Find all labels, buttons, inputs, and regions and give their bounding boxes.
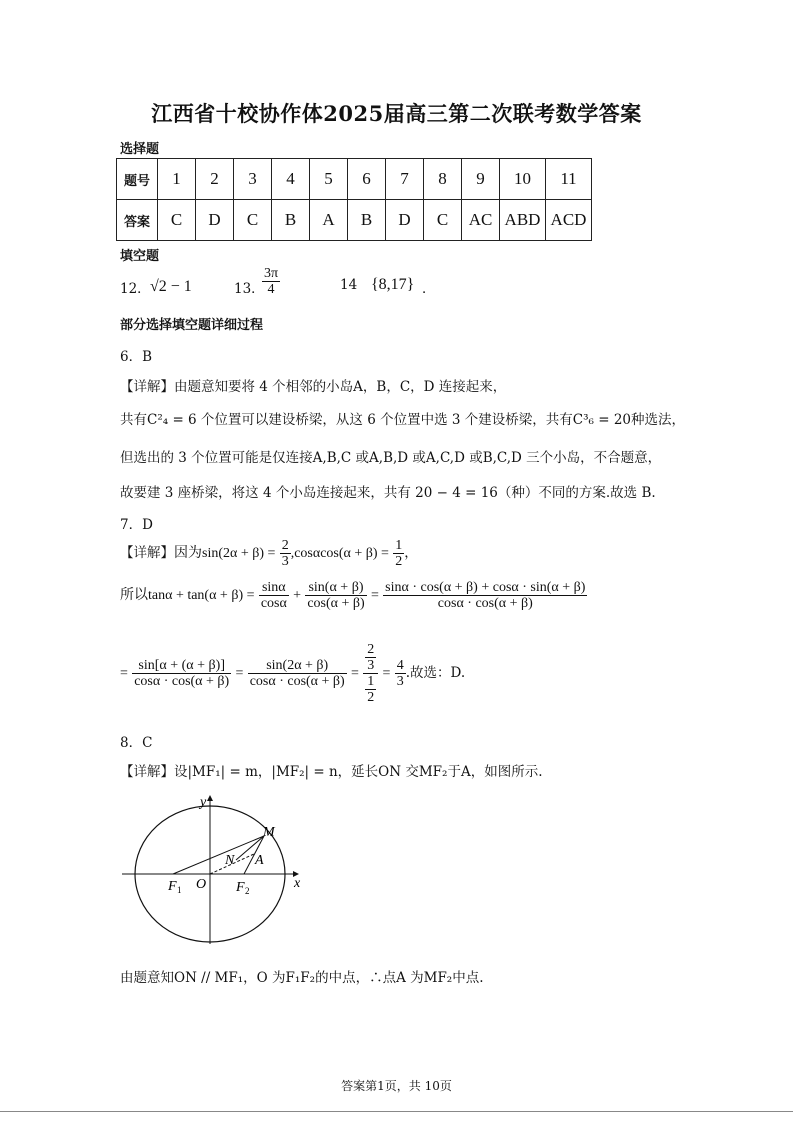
label-f2: F bbox=[236, 880, 245, 895]
table-cell-answer: B bbox=[348, 200, 386, 241]
label-f2-sub: 2 bbox=[245, 886, 250, 896]
table-cell-answer: AC bbox=[462, 200, 500, 241]
ellipse-figure bbox=[116, 792, 316, 950]
fraction-denominator: 2 bbox=[395, 554, 403, 569]
label-f1: F bbox=[168, 879, 177, 894]
table-cell-answer: A bbox=[310, 200, 348, 241]
label-n: N bbox=[225, 853, 235, 868]
label-y: y bbox=[200, 795, 207, 810]
fraction-numerator: sinα bbox=[259, 580, 289, 596]
bottom-rule bbox=[0, 1111, 793, 1112]
table-cell-number: 6 bbox=[348, 159, 386, 200]
table-cell-answer: D bbox=[386, 200, 424, 241]
q7-expr: ,cosαcos(α + β) = bbox=[290, 546, 389, 561]
fraction-numerator: 1 bbox=[367, 674, 375, 689]
fraction-denominator: 3 bbox=[281, 554, 289, 569]
fraction-numerator: 2 bbox=[367, 642, 375, 657]
fraction-denominator: 2 bbox=[367, 690, 375, 705]
fraction bbox=[132, 658, 231, 689]
table-cell-answer: C bbox=[424, 200, 462, 241]
table-cell-number: 7 bbox=[386, 159, 424, 200]
table-cell-answer: C bbox=[234, 200, 272, 241]
q7-heading: 7．D bbox=[120, 517, 153, 533]
detail-tag: 【详解】 bbox=[120, 379, 174, 395]
table-cell-answer: ACD bbox=[546, 200, 592, 241]
fraction-numerator: 3π bbox=[264, 266, 279, 281]
label-x: x bbox=[294, 876, 301, 891]
fraction bbox=[395, 658, 406, 689]
answer-table-answer-row bbox=[117, 200, 592, 241]
q7-expr: = bbox=[351, 666, 359, 681]
table-cell-number: 4 bbox=[272, 159, 310, 200]
table-cell-answer: C bbox=[158, 200, 196, 241]
fill-q14-label: 14 bbox=[340, 277, 358, 293]
fill-q12-answer: √2 − 1 bbox=[150, 278, 192, 295]
fraction-denominator bbox=[363, 674, 378, 705]
table-cell-number: 11 bbox=[546, 159, 592, 200]
compound-fraction bbox=[363, 642, 378, 705]
fraction-numerator bbox=[363, 642, 378, 674]
answer-table bbox=[116, 158, 592, 241]
fraction-denominator: 3 bbox=[367, 658, 375, 673]
fraction-denominator: 4 bbox=[267, 282, 275, 297]
fraction-numerator: 4 bbox=[396, 658, 404, 673]
fraction bbox=[259, 580, 289, 611]
page-title: 江西省十校协作体2025届高三第二次联考数学答案 bbox=[151, 101, 642, 126]
fraction-denominator: cosα · cos(α + β) bbox=[249, 674, 345, 689]
fraction-numerator: sin(2α + β) bbox=[248, 658, 347, 674]
q7-expr: = bbox=[235, 666, 244, 681]
answer-table-row1-label: 题号 bbox=[117, 159, 158, 200]
table-cell-number: 3 bbox=[234, 159, 272, 200]
answer-table-row2-label: 答案 bbox=[117, 200, 158, 241]
fraction bbox=[305, 580, 366, 611]
fraction bbox=[365, 642, 376, 673]
fraction-numerator: 1 bbox=[395, 538, 403, 553]
q7-expr: = bbox=[120, 666, 128, 681]
fraction bbox=[383, 580, 587, 611]
q6-line-4: 故要建 3 座桥梁，将这 4 个小岛连接起来，共有 20 − 4 = 16（种）不同的方案.故选 B. bbox=[120, 485, 656, 501]
fraction-numerator: sinα · cos(α + β) + cosα · sin(α + β) bbox=[385, 580, 586, 595]
q7-expr: ， bbox=[404, 545, 418, 561]
section-detail-heading: 部分选择填空题详细过程 bbox=[120, 318, 264, 333]
q6-line-1-text: 由题意知要将 4 个相邻的小岛A，B，C，D 连接起来， bbox=[174, 379, 507, 395]
detail-tag: 【详解】 bbox=[120, 545, 174, 561]
page-footer: 答案第1页，共 10页 bbox=[341, 1079, 452, 1093]
section-choice-heading: 选择题 bbox=[120, 142, 160, 157]
q8-line-1-text: 设|MF₁| = m，|MF₂| = n，延长ON 交MF₂于A，如图所示. bbox=[174, 764, 543, 780]
fill-q12-label: 12． bbox=[120, 281, 151, 297]
table-cell-number: 2 bbox=[196, 159, 234, 200]
fraction-denominator: cosα · cos(α + β) bbox=[437, 596, 533, 611]
q7-expr: = bbox=[370, 588, 379, 603]
q6-line-2: 共有C²₄ = 6 个位置可以建设桥梁，从这 6 个位置中选 3 个建设桥梁，共有C³₆ = 20种选法， bbox=[120, 412, 685, 428]
fraction bbox=[248, 658, 347, 689]
q8-line-2: 由题意知ON // MF₁，O 为F₁F₂的中点，∴点A 为MF₂中点. bbox=[120, 970, 484, 986]
detail-tag: 【详解】 bbox=[120, 764, 174, 780]
fraction bbox=[280, 538, 291, 569]
fraction bbox=[393, 538, 404, 569]
q7-expr: = bbox=[382, 666, 391, 681]
q7-expr: .故选：D. bbox=[405, 665, 466, 681]
q7-line-1 bbox=[120, 538, 418, 569]
table-cell-number: 9 bbox=[462, 159, 500, 200]
table-cell-answer: ABD bbox=[500, 200, 546, 241]
q7-expr: + bbox=[293, 588, 302, 603]
q7-expr: 因为sin(2α + β) = bbox=[174, 546, 276, 561]
q8-heading: 8．C bbox=[120, 735, 153, 751]
table-cell-number: 5 bbox=[310, 159, 348, 200]
fill-q14-suffix: ． bbox=[422, 281, 436, 297]
label-o: O bbox=[196, 877, 207, 892]
table-cell-number: 1 bbox=[158, 159, 196, 200]
fill-q13-label: 13． bbox=[234, 281, 265, 297]
fill-q13-fraction bbox=[262, 266, 280, 297]
fraction-denominator: cos(α + β) bbox=[307, 596, 365, 611]
fraction-numerator: sin[α + (α + β)] bbox=[132, 658, 231, 674]
segment-mf1 bbox=[173, 836, 264, 874]
q6-heading: 6．B bbox=[120, 349, 153, 365]
table-cell-number: 8 bbox=[424, 159, 462, 200]
table-cell-answer: B bbox=[272, 200, 310, 241]
fraction bbox=[262, 266, 280, 297]
label-a: A bbox=[255, 853, 264, 868]
fill-q14-answer: {8,17} bbox=[371, 276, 415, 293]
fraction-denominator: 3 bbox=[396, 674, 404, 689]
fraction-denominator: cosα bbox=[260, 596, 287, 611]
fraction-denominator: cosα · cos(α + β) bbox=[134, 674, 230, 689]
answer-table-number-row bbox=[117, 159, 592, 200]
q7-line-3 bbox=[120, 642, 465, 705]
table-cell-answer: D bbox=[196, 200, 234, 241]
table-cell-number: 10 bbox=[500, 159, 546, 200]
q6-line-1 bbox=[120, 375, 506, 395]
q7-expr: 所以tanα + tan(α + β) = bbox=[120, 588, 255, 603]
q8-line-1 bbox=[120, 760, 543, 780]
label-f1-sub: 1 bbox=[177, 885, 182, 895]
fraction-numerator: 2 bbox=[281, 538, 289, 553]
label-m: M bbox=[263, 825, 275, 840]
fraction bbox=[365, 674, 376, 705]
q7-line-2 bbox=[120, 580, 587, 611]
section-fill-heading: 填空题 bbox=[120, 249, 160, 264]
fraction-numerator: sin(α + β) bbox=[305, 580, 366, 596]
q6-line-3: 但选出的 3 个位置可能是仅连接A,B,C 或A,B,D 或A,C,D 或B,C,D 三个小岛，不合题意， bbox=[120, 450, 662, 466]
